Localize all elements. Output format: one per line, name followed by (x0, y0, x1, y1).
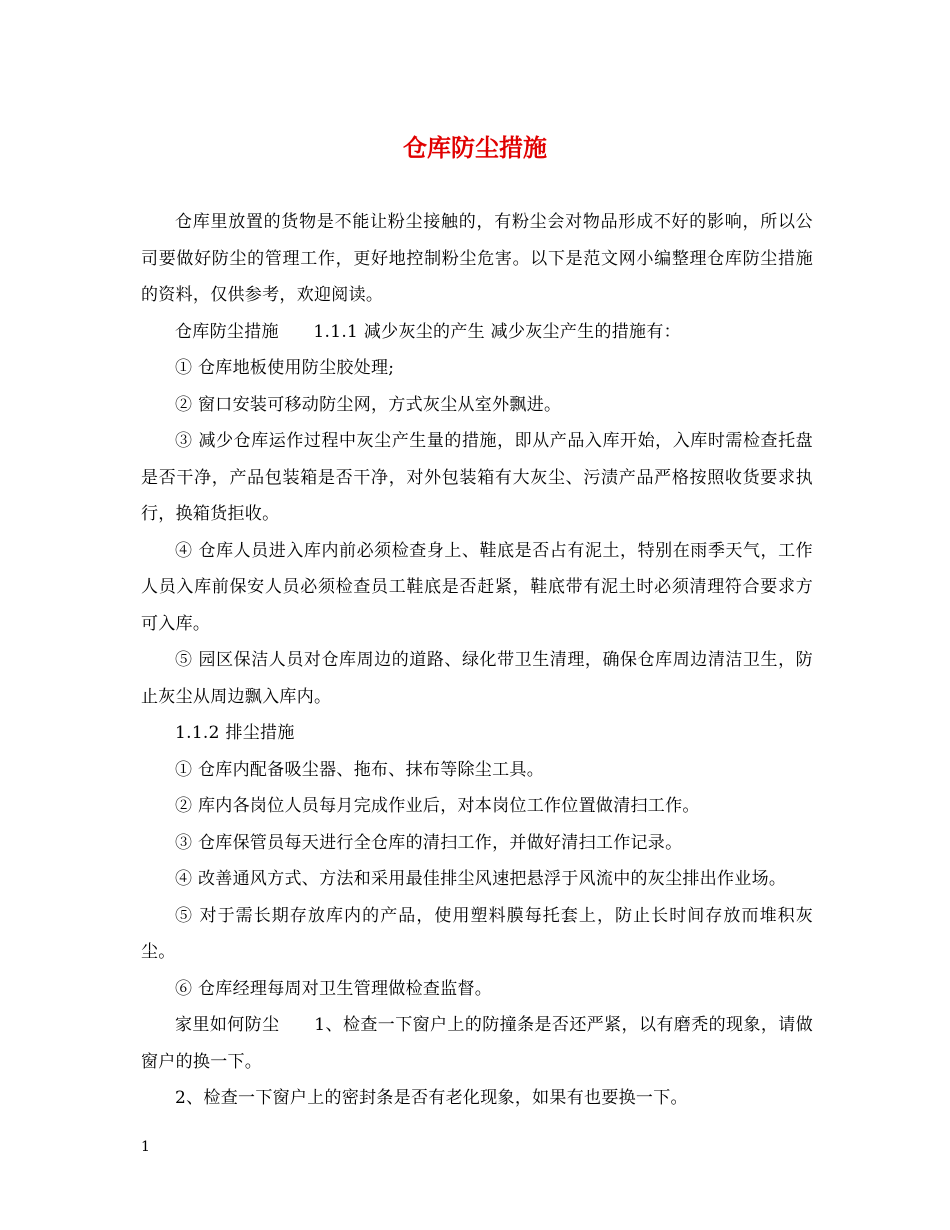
list-item: ① 仓库内配备吸尘器、拖布、抹布等除尘工具。 (175, 759, 545, 780)
list-item: ① 仓库地板使用防尘胶处理; (175, 358, 395, 378)
list-item: ② 窗口安装可移动防尘网，方式灰尘从室外飘进。 (175, 394, 562, 415)
list-item: ③ 减少仓库运作过程中灰尘产生量的措施，即从产品入库开始，入库时需检查托盘是否干净，产品包装箱是否干净，对外包装箱有大灰尘、污渍产品严格按照收货要求执行，换箱货拒收。 (141, 431, 813, 524)
document-body (141, 204, 813, 1117)
list-item: ⑤ 园区保洁人员对仓库周边的道路、绿化带卫生清理，确保仓库周边清洁卫生，防止灰尘从周边飘入库内。 (141, 650, 813, 707)
page-number: 1 (141, 1139, 150, 1155)
paragraph-home-dust: 家里如何防尘 1、检查一下窗户上的防撞条是否还严紧，以有磨秃的现象，请做窗户的换一下。 (141, 1015, 813, 1072)
section-heading-1-1-2: 1.1.2 排尘措施 (175, 723, 295, 743)
document-title: 仓库防尘措施 (403, 133, 547, 162)
list-item: ④ 改善通风方式、方法和采用最佳排尘风速把悬浮于风流中的灰尘排出作业场。 (175, 869, 787, 889)
list-item: ⑥ 仓库经理每周对卫生管理做检查监督。 (175, 978, 493, 999)
paragraph-intro: 仓库里放置的货物是不能让粉尘接触的，有粉尘会对物品形成不好的影响，所以公司要做好防尘的管理工作，更好地控制粉尘危害。以下是范文网小编整理仓库防尘措施的资料，仅供参考，欢迎阅读。 (141, 212, 813, 305)
list-item: ③ 仓库保管员每天进行全仓库的清扫工作，并做好清扫工作记录。 (175, 832, 683, 853)
list-item: ⑤ 对于需长期存放库内的产品，使用塑料膜每托套上，防止长时间存放而堆积灰尘。 (141, 905, 813, 962)
list-item: ④ 仓库人员进入库内前必须检查身上、鞋底是否占有泥土，特别在雨季天气，工作人员入库前保安人员必须检查员工鞋底是否赶紧，鞋底带有泥土时必须清理符合要求方可入库。 (141, 540, 813, 634)
paragraph-section-1-1-1: 仓库防尘措施 1.1.1 减少灰尘的产生 减少灰尘产生的措施有： (175, 321, 681, 342)
paragraph-home-dust-2: 2、检查一下窗户上的密封条是否有老化现象，如果有也要换一下。 (175, 1088, 688, 1108)
list-item: ② 库内各岗位人员每月完成作业后，对本岗位工作位置做清扫工作。 (175, 796, 700, 816)
